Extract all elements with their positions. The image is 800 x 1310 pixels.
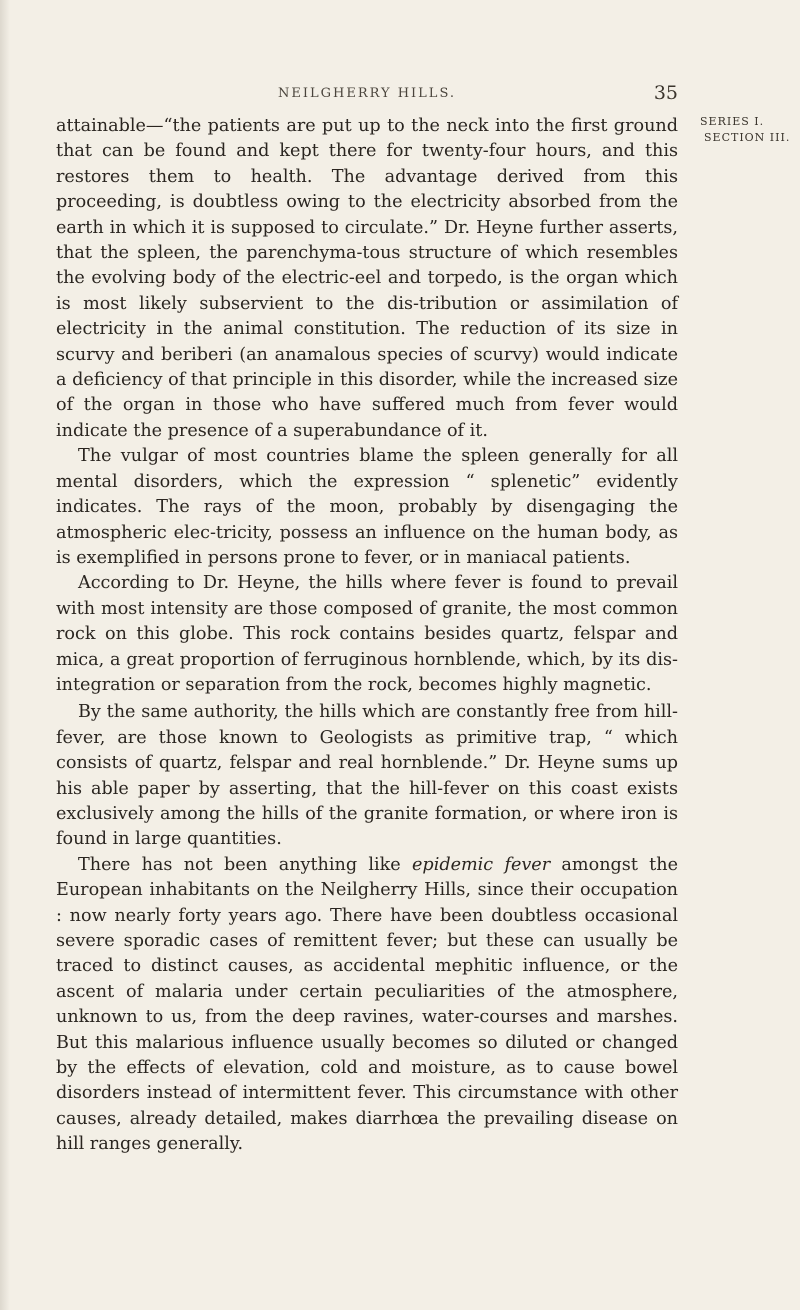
paragraph-text: amongst the European inhabitants on the Neilgherry Hills, since their occupation : now nearly forty years ago. There have been doubtless occasional severe sporadic cases of remittent fever; but these can usually be traced to distinct causes, as accidental mephitic influence, or the ascent of malaria under certain peculiarities of the atmosphere, unknown to us, from the deep ravines, water-courses and marshes. But this malarious influence usually becomes so diluted or changed by the effects of elevation, cold and moisture, as to cause bowel disorders instead of intermittent fever. This circumstance with other causes, already detailed, makes diarrhœa the prevailing disease on hill ranges generally. xyxy=(56,854,678,1155)
paragraph: The vulgar of most countries blame the spleen generally for all mental disorders, which the expression “ splenetic” evidently indicates. The rays of the moon, probably by disengaging the atmospheric elec-tricity, possess an influence on the human body, as is exemplified in persons prone to fever, or in maniacal patients. xyxy=(56,446,678,568)
paragraph-text: There has not been anything like xyxy=(78,854,413,875)
margin-note-section: SECTION III. xyxy=(704,130,791,144)
paragraph-epidemic-fever xyxy=(56,853,678,1158)
margin-note xyxy=(700,114,794,146)
body-text xyxy=(56,114,678,1158)
page-number: 35 xyxy=(653,82,678,104)
paragraph: According to Dr. Heyne, the hills where fever is found to prevail with most intensity are those composed of granite, the most common rock on this globe. This rock contains besides quartz, felspar and mica, a great proportion of ferruginous hornblende, which, by its dis-integration or separation from the rock, becomes highly magnetic. xyxy=(56,573,678,695)
page-header xyxy=(56,82,678,110)
emphasis-text: epidemic fever xyxy=(412,854,551,875)
running-head: NEILGHERRY HILLS. xyxy=(277,86,457,101)
paragraph: attainable—“the patients are put up to the neck into the first ground that can be found and kept there for twenty-four hours, and this restores them to health. The advantage derived from this proceeding, is doubtless owing to the electricity absorbed from the earth in which it is supposed to circulate.” Dr. Heyne further asserts, that the spleen, the parenchyma-tous structure of which resembles the evolving body of the electric-eel and torpedo, is the organ which is most likely subservient to the dis-tribution or assimilation of electricity in the animal constitution. The reduction of its size in scurvy and beriberi (an anamalous species of scurvy) would indicate a deficiency of that principle in this disorder, while the increased size of the organ in those who have suffered much from fever would indicate the presence of a superabundance of it. xyxy=(56,116,678,441)
margin-note-series: SERIES I. xyxy=(700,115,765,128)
paragraph: By the same authority, the hills which are constantly free from hill-fever, are those known to Geologists as primitive trap, “ which consists of quartz, felspar and real hornblende.” Dr. Heyne sums up his able paper by asserting, that the hill-fever on this coast exists exclusively among the hills of the granite formation, or where iron is found in large quantities. xyxy=(56,702,678,850)
page-gutter-shadow xyxy=(0,0,10,1310)
